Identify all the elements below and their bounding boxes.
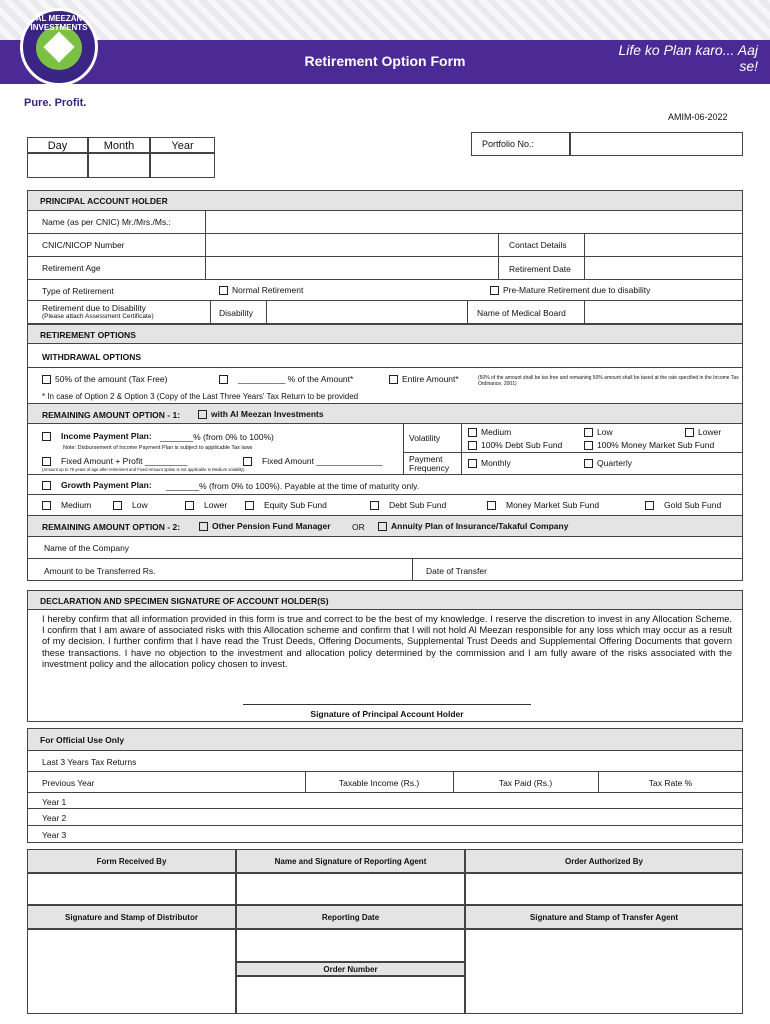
- other-pension-label: Other Pension Fund Manager: [212, 521, 331, 531]
- tax-return-footnote: * In case of Option 2 & Option 3 (Copy of the Last Three Years' Tax Return to be provided: [42, 392, 359, 401]
- divider: [210, 301, 211, 324]
- reporting-date-input[interactable]: [236, 929, 465, 962]
- order-authorized-header: [465, 849, 743, 873]
- premature-retirement-label: Pre-Mature Retirement due to disability: [503, 285, 651, 295]
- quarterly-checkbox[interactable]: [584, 459, 593, 468]
- growth-low-label: Low: [132, 500, 148, 510]
- fixed-amount-note: (Amount up to 75 years of age after retirement and Fixed Amount option is not applicable in Medium volatility): [42, 467, 245, 472]
- disability-note: (Please attach Assessment Certificate): [42, 313, 154, 320]
- year-label: Year: [171, 140, 194, 152]
- fixed-profit-checkbox[interactable]: [42, 457, 51, 466]
- growth-equity-checkbox[interactable]: [245, 501, 254, 510]
- with-al-meezan-checkbox[interactable]: [198, 410, 207, 419]
- cnic-input[interactable]: [206, 235, 497, 256]
- volatility-lower[interactable]: [685, 427, 721, 437]
- with-al-meezan-option[interactable]: [198, 409, 324, 419]
- form-received-label: Form Received By: [96, 857, 167, 866]
- year-header: [150, 137, 215, 153]
- option-percent-label: __________ % of the Amount*: [238, 374, 354, 384]
- growth-debt[interactable]: [370, 500, 446, 510]
- entire-amount-note: (50% of the amount shall be tax free and remaining 50% amount shall be taxed at the rate specified in the Income Tax Ordinance, 2001): [478, 375, 739, 387]
- option-percent-checkbox[interactable]: [219, 375, 228, 384]
- age-input[interactable]: [206, 258, 497, 279]
- monthly-label: Monthly: [481, 458, 511, 468]
- distributor-input[interactable]: [27, 929, 236, 1014]
- slogan: Pure. Profit.: [24, 97, 87, 109]
- reporting-date-label: Reporting Date: [321, 913, 380, 922]
- annuity-label: Annuity Plan of Insurance/Takaful Company: [391, 521, 569, 531]
- option-50-percent[interactable]: [42, 374, 167, 384]
- volatility-low[interactable]: [584, 427, 613, 437]
- annuity-checkbox[interactable]: [378, 522, 387, 531]
- divider: [461, 424, 462, 475]
- name-label: Name (as per CNIC) Mr./Mrs./Ms.:: [42, 217, 171, 227]
- volatility-medium[interactable]: [468, 427, 511, 437]
- volatility-medium-label: Medium: [481, 427, 512, 437]
- other-pension-checkbox[interactable]: [199, 522, 208, 531]
- growth-equity-label: Equity Sub Fund: [264, 500, 327, 510]
- reporting-date-header: [236, 905, 465, 929]
- fixed-amount-option[interactable]: [243, 456, 383, 466]
- reporting-agent-label: Name and Signature of Reporting Agent: [274, 857, 427, 866]
- year-3-label: Year 3: [42, 830, 67, 840]
- frequency-monthly[interactable]: [468, 458, 511, 468]
- or-label: OR: [352, 522, 365, 532]
- other-pension-option[interactable]: [199, 521, 331, 531]
- divider: [498, 257, 499, 280]
- growth-plan-text: _______% (from 0% to 100%). Payable at the time of maturity only.: [166, 481, 420, 491]
- option-entire-amount[interactable]: [389, 374, 459, 384]
- transfer-agent-label: Signature and Stamp of Transfer Agent: [529, 913, 679, 922]
- company-input[interactable]: [180, 538, 742, 558]
- official-heading: For Official Use Only: [27, 728, 743, 751]
- fixed-amount-label: Fixed Amount ______________: [262, 456, 383, 466]
- normal-retirement-label: Normal Retirement: [232, 285, 304, 295]
- growth-lower-label: Lower: [204, 500, 228, 510]
- transfer-date-input[interactable]: [510, 560, 742, 580]
- premature-retirement-checkbox[interactable]: [490, 286, 499, 295]
- reporting-agent-input[interactable]: [236, 873, 465, 905]
- volatility-lower-checkbox[interactable]: [685, 428, 694, 437]
- debt-100[interactable]: [468, 440, 562, 450]
- disability-reason-label: Retirement due to Disability: [42, 303, 146, 313]
- document-id: AMIM-06-2022: [668, 112, 728, 122]
- normal-retirement-checkbox[interactable]: [219, 286, 228, 295]
- col-previous-year: Previous Year: [42, 778, 95, 788]
- income-plan-checkbox[interactable]: [42, 432, 51, 441]
- portfolio-label: Portfolio No.:: [482, 139, 535, 149]
- remaining-option-1-heading: REMAINING AMOUNT OPTION - 1:: [42, 410, 181, 420]
- order-authorized-label: Order Authorized By: [565, 857, 643, 866]
- contact-input[interactable]: [585, 235, 742, 256]
- money-market-100-checkbox[interactable]: [584, 441, 593, 450]
- retirement-date-label: Retirement Date: [509, 264, 571, 274]
- portfolio-input[interactable]: [570, 132, 743, 156]
- logo-text: AL MEEZAN INVESTMENTS: [30, 14, 88, 32]
- cnic-label: CNIC/NICOP Number: [42, 240, 125, 250]
- quarterly-label: Quarterly: [597, 458, 632, 468]
- day-label: Day: [47, 140, 68, 152]
- growth-debt-checkbox[interactable]: [370, 501, 379, 510]
- growth-gold[interactable]: [645, 500, 721, 510]
- header-pattern: [0, 0, 770, 40]
- name-input[interactable]: [206, 212, 742, 233]
- growth-lower-checkbox[interactable]: [185, 501, 194, 510]
- contact-label: Contact Details: [509, 240, 567, 250]
- option-entire-checkbox[interactable]: [389, 375, 398, 384]
- premature-retirement-option[interactable]: [490, 285, 650, 295]
- volatility-lower-label: Lower: [698, 427, 722, 437]
- year-input[interactable]: [150, 153, 215, 178]
- tax-returns-label: Last 3 Years Tax Returns: [42, 757, 137, 767]
- divider: [412, 559, 413, 581]
- fixed-profit-label: Fixed Amount + Profit _________: [61, 456, 188, 466]
- month-header: [88, 137, 150, 153]
- debt-100-checkbox[interactable]: [468, 441, 477, 450]
- table-row[interactable]: [27, 809, 743, 826]
- declaration-heading: DECLARATION AND SPECIMEN SIGNATURE OF ACCOUNT HOLDER(S): [27, 590, 743, 610]
- month-input[interactable]: [88, 153, 150, 178]
- volatility-low-label: Low: [597, 427, 613, 437]
- money-market-100[interactable]: [584, 440, 714, 450]
- signature-line[interactable]: [243, 704, 531, 705]
- form-received-input[interactable]: [27, 873, 236, 905]
- declaration-text: I hereby confirm that all information provided in this form is true and correct to be the best of my knowledge. I reserve the discretion to invest in any Allocation Scheme. I confirm that I am aware of associated risks with this Allocation scheme and confirm that I will not hold Al Meezan responsible for any loss which may occur as a result of my decision. I further confirm that I have read the Trust Deeds, Offering Documents, Supplemental Trust Deeds and Supplemental Offering Documents that govern these transactions. I have no objection to the investment and allocation policy determined by the commission and I am fully aware of the risks associated with the investment policy and the allocation policy chosen to invest.: [42, 614, 732, 669]
- money-market-100-label: 100% Money Market Sub Fund: [597, 440, 715, 450]
- divider: [498, 234, 499, 257]
- signature-label: Signature of Principal Account Holder: [310, 709, 464, 719]
- growth-money-market-checkbox[interactable]: [487, 501, 496, 510]
- growth-low-checkbox[interactable]: [113, 501, 122, 510]
- options-heading: RETIREMENT OPTIONS: [27, 324, 743, 344]
- month-label: Month: [103, 140, 135, 152]
- year-1-label: Year 1: [42, 797, 67, 807]
- growth-medium-checkbox[interactable]: [42, 501, 51, 510]
- growth-gold-label: Gold Sub Fund: [664, 500, 722, 510]
- col-tax-paid: Tax Paid (Rs.): [498, 778, 553, 788]
- income-plan-note: Note: Disbursement of Income Payment Plan is subject to applicable Tax laws: [63, 445, 253, 451]
- option-entire-label: Entire Amount*: [402, 374, 459, 384]
- form-title: Retirement Option Form: [304, 53, 466, 69]
- growth-plan-checkbox[interactable]: [42, 481, 51, 490]
- order-number-header: [236, 962, 465, 976]
- distributor-header: [27, 905, 236, 929]
- age-label: Retirement Age: [42, 263, 101, 273]
- amount-label: Amount to be Transferred Rs.: [44, 566, 156, 576]
- transfer-agent-header: [465, 905, 743, 929]
- order-authorized-input[interactable]: [465, 873, 743, 905]
- option-percent-amount[interactable]: [219, 374, 353, 384]
- growth-plan-label: Growth Payment Plan:: [61, 480, 152, 490]
- table-row[interactable]: [27, 793, 743, 809]
- growth-equity[interactable]: [245, 500, 327, 510]
- tagline: Life ko Plan karo... Aaj se!: [618, 42, 758, 74]
- growth-medium[interactable]: [42, 500, 91, 510]
- income-plan-option[interactable]: [42, 431, 152, 441]
- table-row[interactable]: [27, 826, 743, 843]
- divider: [403, 452, 743, 453]
- growth-medium-label: Medium: [61, 500, 92, 510]
- form-received-header: [27, 849, 236, 873]
- order-number-input[interactable]: [236, 976, 465, 1014]
- retirement-date-input[interactable]: [585, 258, 742, 279]
- with-al-meezan-label: with Al Meezan Investments: [211, 409, 324, 419]
- fixed-amount-checkbox[interactable]: [243, 457, 252, 466]
- growth-debt-label: Debt Sub Fund: [389, 500, 447, 510]
- monthly-checkbox[interactable]: [468, 459, 477, 468]
- fixed-profit-option[interactable]: [42, 456, 187, 466]
- option-50-label: 50% of the amount (Tax Free): [55, 374, 168, 384]
- growth-gold-checkbox[interactable]: [645, 501, 654, 510]
- divider: [467, 301, 468, 324]
- growth-low[interactable]: [113, 500, 148, 510]
- payment-frequency-label: Payment Frequency: [409, 454, 450, 473]
- day-input[interactable]: [27, 153, 88, 178]
- col-taxable-income: Taxable Income (Rs.): [338, 778, 420, 788]
- option-50-checkbox[interactable]: [42, 375, 51, 384]
- debt-100-label: 100% Debt Sub Fund: [481, 440, 563, 450]
- withdrawal-heading: WITHDRAWAL OPTIONS: [42, 352, 142, 362]
- distributor-label: Signature and Stamp of Distributor: [65, 913, 198, 922]
- remaining-option-2-heading: REMAINING AMOUNT OPTION - 2:: [42, 522, 181, 532]
- normal-retirement-option[interactable]: [219, 285, 303, 295]
- annuity-option[interactable]: [378, 521, 568, 531]
- col-tax-rate: Tax Rate %: [648, 778, 693, 788]
- volatility-low-checkbox[interactable]: [584, 428, 593, 437]
- day-header: [27, 137, 88, 153]
- principal-heading: PRINCIPAL ACCOUNT HOLDER: [27, 190, 743, 211]
- reporting-agent-header: [236, 849, 465, 873]
- volatility-medium-checkbox[interactable]: [468, 428, 477, 437]
- transfer-agent-input[interactable]: [465, 929, 743, 1014]
- growth-plan-option[interactable]: [42, 480, 152, 490]
- disability-input[interactable]: [267, 302, 466, 323]
- disability-label: Disability: [219, 308, 254, 318]
- growth-money-market-label: Money Market Sub Fund: [506, 500, 600, 510]
- company-label: Name of the Company: [44, 543, 130, 553]
- growth-money-market[interactable]: [487, 500, 599, 510]
- income-plan-label: Income Payment Plan:: [61, 431, 152, 441]
- growth-lower[interactable]: [185, 500, 227, 510]
- portfolio-label-cell: [471, 132, 570, 156]
- medical-board-input[interactable]: [585, 302, 742, 323]
- volatility-label: Volatility: [409, 433, 441, 443]
- type-label: Type of Retirement: [42, 286, 114, 296]
- order-number-label: Order Number: [323, 965, 378, 974]
- frequency-quarterly[interactable]: [584, 458, 632, 468]
- year-2-label: Year 2: [42, 813, 67, 823]
- transfer-date-label: Date of Transfer: [426, 566, 487, 576]
- medical-board-label: Name of Medical Board: [477, 308, 566, 318]
- divider: [403, 424, 404, 475]
- income-plan-percent: _______% (from 0% to 100%): [160, 432, 274, 442]
